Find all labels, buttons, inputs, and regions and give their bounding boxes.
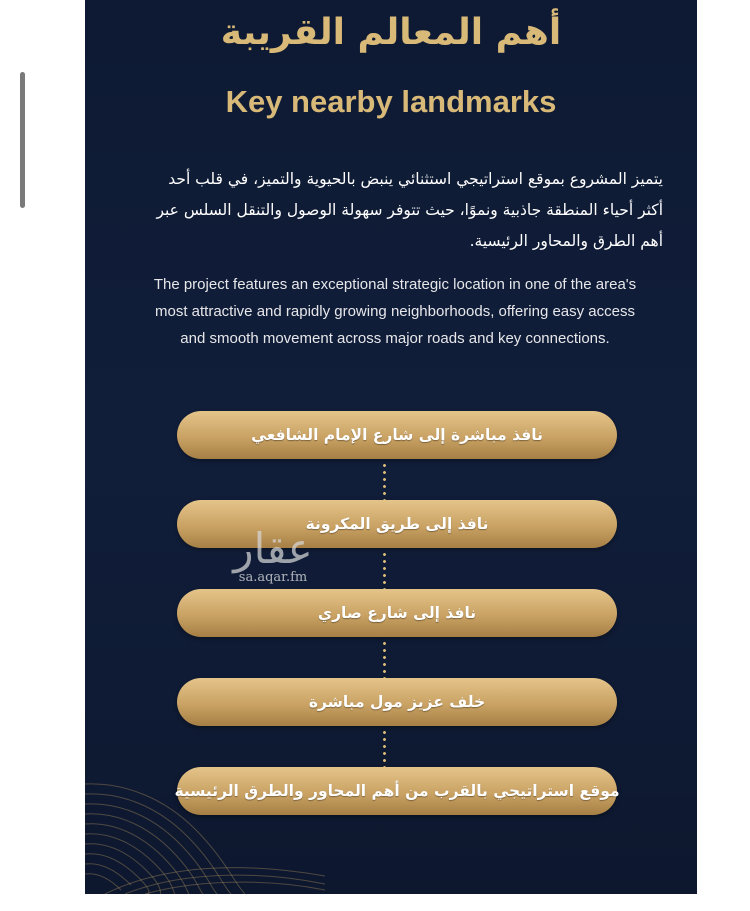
landmarks-poster <box>85 0 697 894</box>
connector-dots <box>383 462 386 500</box>
connector-dots <box>383 729 386 767</box>
landmark-pill: نافذ إلى طريق المكرونة <box>177 500 617 548</box>
watermark-logo-text: عقار <box>233 524 313 573</box>
title-arabic: أهم المعالم القريبة <box>220 12 562 53</box>
landmark-pill: نافذ مباشرة إلى شارع الإمام الشافعي <box>177 411 617 459</box>
scrollbar[interactable] <box>20 72 25 208</box>
landmark-pill: موقع استراتيجي بالقرب من أهم المحاور والطرق الرئيسية <box>177 767 617 815</box>
watermark-site: sa.aqar.fm <box>238 570 308 585</box>
description-english: The project features an exceptional strategic location in one of the area's most attractive and rapidly growing neighborhoods, offering easy access and smooth movement across major roads and key connections. <box>153 276 637 347</box>
description-arabic: يتميز المشروع بموقع استراتيجي استثنائي ينبض بالحيوية والتميز، في قلب أحد أكثر أحياء المنطقة جاذبية ونموًا، حيث تتوفر سهولة الوصول والتنقل السلس عبر أهم الطرق والمحاور الرئيسية. <box>156 170 663 250</box>
landmark-pill: نافذ إلى شارع صاري <box>177 589 617 637</box>
title-english: Key nearby landmarks <box>225 84 557 119</box>
decorative-waves <box>85 744 325 894</box>
connector-dots <box>383 640 386 678</box>
landmark-pill: خلف عزيز مول مباشرة <box>177 678 617 726</box>
connector-dots <box>383 551 386 589</box>
